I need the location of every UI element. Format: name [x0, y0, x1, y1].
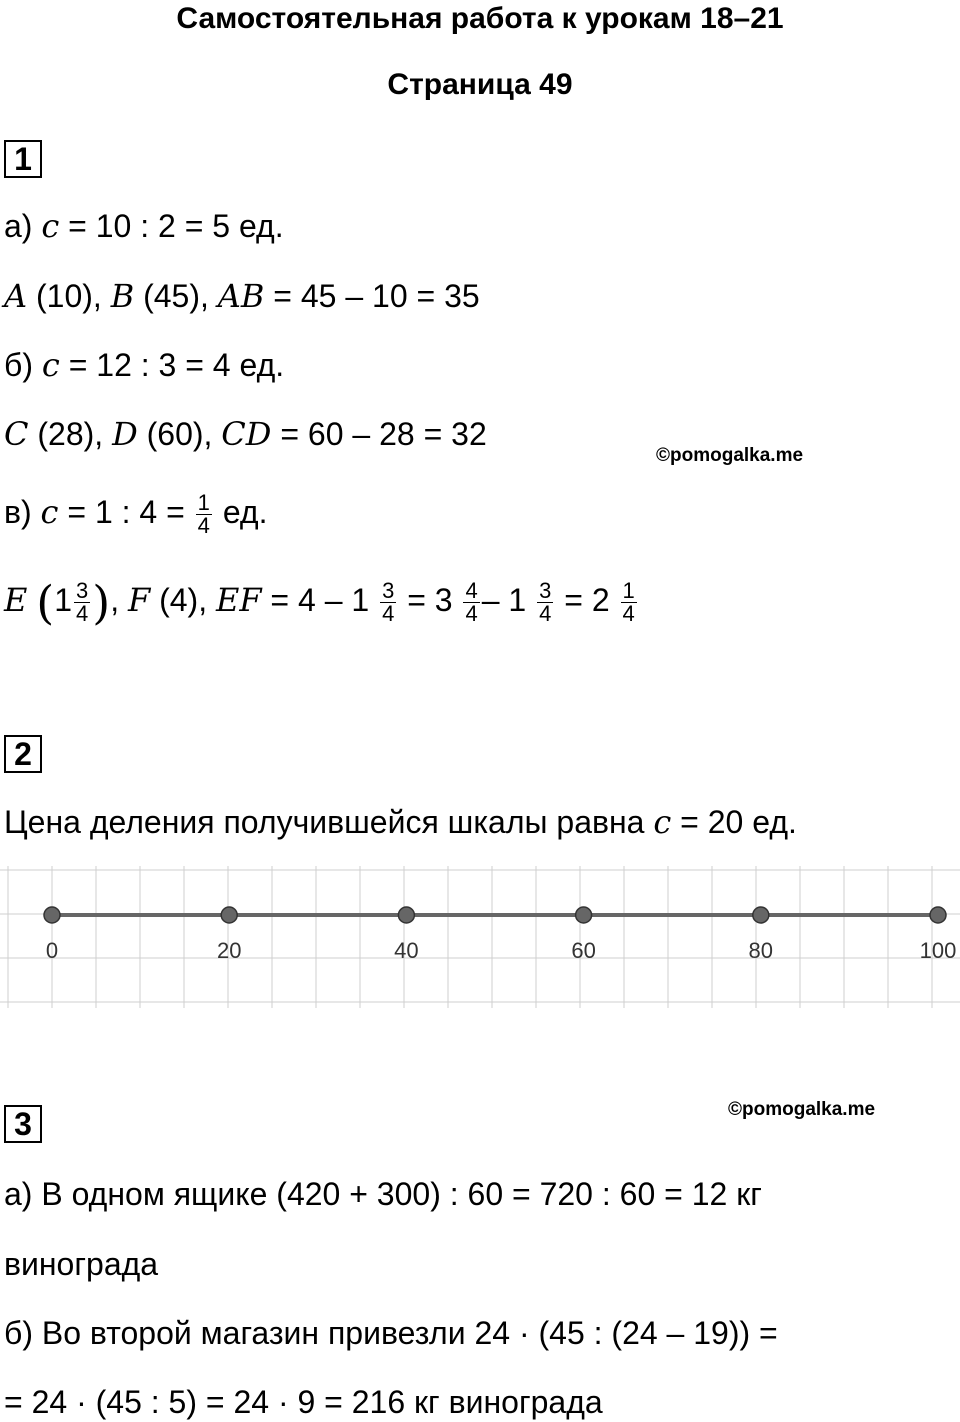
denominator: 4: [197, 513, 210, 539]
unit: ед.: [213, 494, 268, 530]
numerator: 1: [622, 578, 635, 604]
eq-b: = 12 : 3 = 4 ед.: [59, 347, 285, 383]
coord-D: (60),: [137, 416, 222, 452]
task1-line-a: [4, 206, 284, 246]
task-number-1: 1: [4, 140, 42, 178]
fraction-3-4: [74, 580, 90, 625]
coord-F: (4),: [150, 582, 216, 618]
scale-label-40: 40: [394, 938, 419, 963]
numerator: 3: [76, 578, 89, 604]
task3-line-b2: = 24 · (45 : 5) = 24 · 9 = 216 кг винограда: [4, 1384, 603, 1420]
var-c: c: [40, 493, 59, 531]
scale-labels: [46, 938, 956, 963]
worksheet-title: Самостоятельная работа к урокам 18–21: [176, 2, 784, 35]
task-number-2: 2: [4, 735, 42, 773]
task2-text: [4, 802, 797, 842]
var-D: D: [112, 415, 138, 453]
task1-line-cd: [4, 414, 487, 454]
eq-ef-1: = 4 – 1: [261, 582, 370, 618]
task3-line-a1: а) В одном ящике (420 + 300) : 60 = 720 : 60 = 12 кг: [4, 1176, 762, 1212]
scale-point-40: [398, 907, 414, 923]
fraction-1-4: [196, 492, 212, 537]
fraction-1-4: [621, 580, 637, 625]
paren-close: ): [92, 575, 111, 630]
task3-line-a2: винограда: [4, 1246, 159, 1282]
task2-sentence-end: = 20 ед.: [671, 804, 797, 840]
label-a: а): [4, 208, 33, 244]
scale-label-100: 100: [919, 938, 957, 963]
scale-point-60: [576, 907, 592, 923]
numerator: 3: [539, 578, 552, 604]
task-number-3: 3: [4, 1105, 42, 1143]
var-F: F: [127, 581, 151, 619]
task1-line-ef: [4, 575, 639, 630]
watermark-2: ©pomogalka.me: [728, 1099, 876, 1120]
denominator: 4: [539, 601, 552, 627]
whole-1: 1: [54, 582, 72, 618]
eq-ef-3: – 1: [481, 582, 527, 618]
task1-line-ab: [4, 276, 480, 316]
var-C: C: [4, 415, 29, 453]
eq-ef-2: = 3: [398, 582, 453, 618]
label-v: в): [4, 494, 32, 530]
task1-line-b: [4, 345, 284, 385]
numerator: 4: [465, 578, 478, 604]
scale-label-20: 20: [216, 938, 242, 963]
var-c: c: [653, 803, 672, 841]
var-B: B: [110, 277, 135, 315]
var-EF: EF: [215, 581, 262, 619]
coord-C: (28),: [28, 416, 113, 452]
page-number: Страница 49: [387, 68, 573, 101]
watermark-1: ©pomogalka.me: [656, 445, 804, 466]
denominator: 4: [76, 601, 89, 627]
var-AB: AB: [217, 277, 265, 315]
task3-line-b1: б) Во второй магазин привезли 24 · (45 : (24 – 19)) =: [4, 1315, 778, 1351]
label-b: б): [4, 347, 33, 383]
task2-sentence: Цена деления получившейся шкалы равна: [4, 804, 654, 840]
var-A: A: [4, 277, 28, 315]
coord-B: (45),: [134, 278, 218, 314]
scale-point-0: [44, 907, 60, 923]
paren-open: (: [36, 575, 55, 630]
eq-ab: = 45 – 10 = 35: [264, 278, 480, 314]
eq-cd: = 60 – 28 = 32: [271, 416, 487, 452]
coord-A: (10),: [27, 278, 111, 314]
scale-label-60: 60: [571, 938, 596, 963]
scale-point-100: [930, 907, 946, 923]
denominator: 4: [465, 601, 478, 627]
number-line-scale: [0, 866, 960, 1008]
scale-point-80: [753, 907, 769, 923]
scale-label-80: 80: [748, 938, 774, 963]
var-E: E: [4, 581, 28, 619]
eq-v: = 1 : 4 =: [58, 494, 194, 530]
scale-label-0: 0: [45, 938, 59, 963]
var-c: c: [41, 346, 60, 384]
task1-line-v: [4, 492, 267, 537]
fraction-3-4: [380, 580, 396, 625]
comma: ,: [110, 582, 128, 618]
var-c: c: [41, 207, 60, 245]
var-CD: CD: [221, 415, 272, 453]
denominator: 4: [622, 601, 635, 627]
eq-a: = 10 : 2 = 5 ед.: [59, 208, 284, 244]
numerator: 3: [382, 578, 395, 604]
fraction-3-4: [537, 580, 553, 625]
grid: [0, 866, 960, 1008]
fraction-4-4: [463, 580, 479, 625]
denominator: 4: [382, 601, 395, 627]
scale-point-20: [221, 907, 237, 923]
numerator: 1: [197, 490, 210, 516]
eq-ef-4: = 2: [555, 582, 610, 618]
